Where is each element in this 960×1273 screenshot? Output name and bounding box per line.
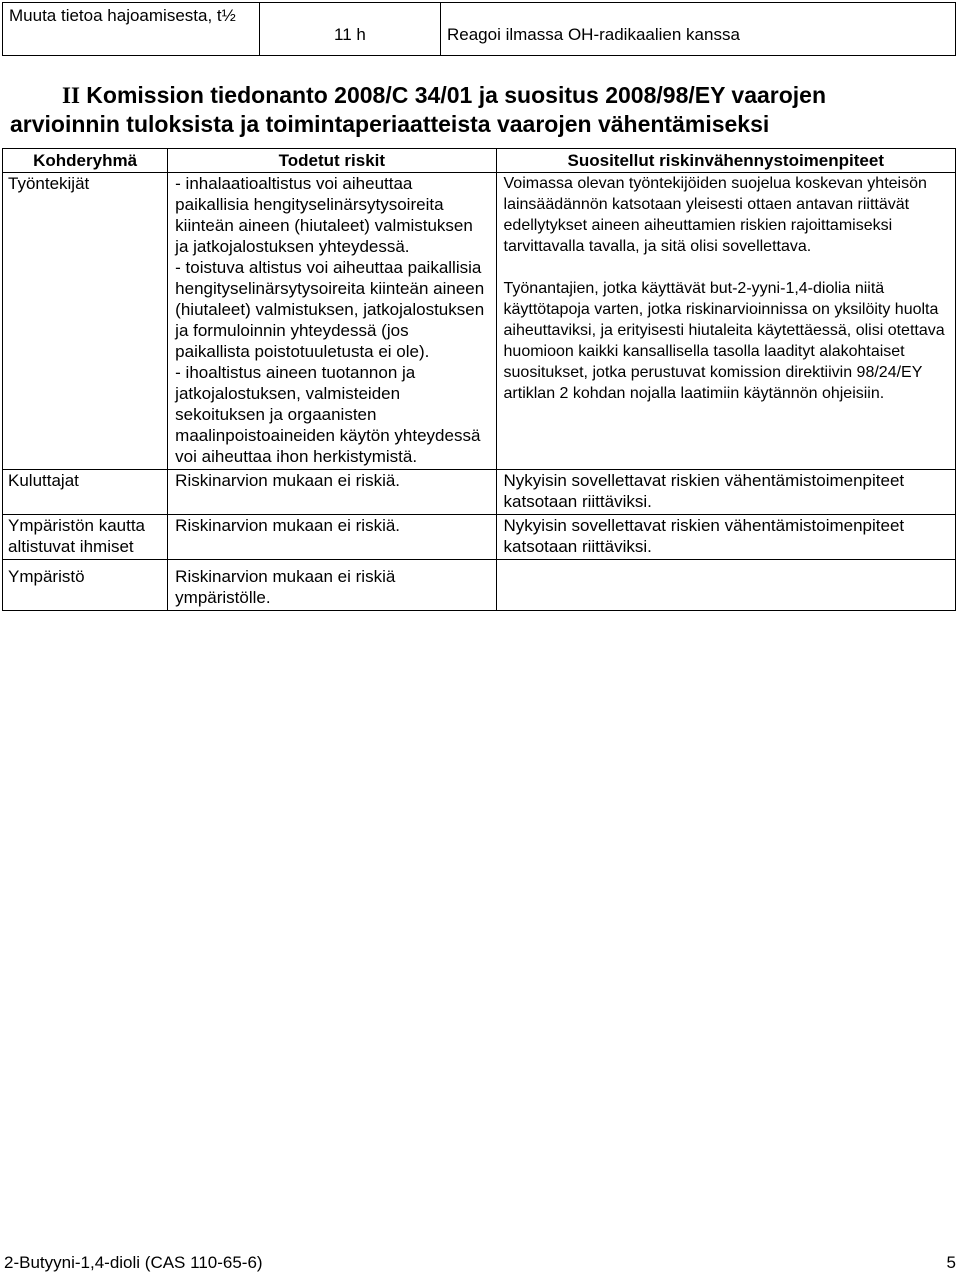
environment-measures bbox=[496, 560, 955, 611]
consumers-risks: Riskinarvion mukaan ei riskiä. bbox=[168, 470, 496, 515]
footer-substance: 2-Butyyni-1,4-dioli (CAS 110-65-6) bbox=[4, 1253, 263, 1272]
exposed-group: Ympäristön kautta altistuvat ihmiset bbox=[3, 515, 168, 560]
header-decomposition-cell bbox=[3, 3, 260, 56]
workers-risk-2: - toistuva altistus voi aiheuttaa paikallisia hengityselinärsytysoireita kiinteän aineen (hiutaleet) valmistuksen, jatkojalostuksen ja formuloinnin yhteydessä (jos paikallista poistotuuletusta ei ole). bbox=[175, 258, 485, 361]
title-line-1: Komission tiedonanto 2008/C 34/01 ja suositus 2008/98/EY vaarojen bbox=[86, 82, 827, 108]
workers-measure-1: Voimassa olevan työntekijöiden suojelua koskevan yhteisön lainsäädännön katsotaan yleisesti ottaen antavan riittävät edellytykset aineen aiheuttamien riskien rajoittamiseksi tarvittavalla tavalla, ja sitä olisi sovellettava. bbox=[503, 175, 927, 255]
workers-risk-1: - inhalaatioaltistus voi aiheuttaa paikallisia hengityselinärsytysoireita kiinteän aineen (hiutaleet) valmistuksen ja jatkojalostuksen yhteydessä. bbox=[175, 174, 473, 256]
page-number: 5 bbox=[946, 1253, 956, 1272]
table-row-exposed bbox=[3, 515, 956, 560]
workers-risk-3: - ihoaltistus aineen tuotannon ja jatkojalostuksen, valmisteiden sekoituksen ja orgaanisten maalinpoistoaineiden käytön yhteydessä voi aiheuttaa ihon herkistymistä. bbox=[175, 363, 481, 466]
consumers-group: Kuluttajat bbox=[3, 470, 168, 515]
exposed-measures: Nykyisin sovellettavat riskien vähentämistoimenpiteet katsotaan riittäviksi. bbox=[496, 515, 955, 560]
consumers-measures: Nykyisin sovellettavat riskien vähentämistoimenpiteet katsotaan riittäviksi. bbox=[496, 470, 955, 515]
risk-table bbox=[2, 148, 956, 611]
environment-group: Ympäristö bbox=[3, 560, 168, 611]
workers-group: Työntekijät bbox=[3, 173, 168, 470]
environment-risks: Riskinarvion mukaan ei riskiä ympäristölle. bbox=[168, 560, 496, 611]
column-header-target-group: Kohderyhmä bbox=[3, 149, 168, 173]
header-reaction-cell bbox=[441, 3, 956, 56]
header-halflife-cell bbox=[260, 3, 441, 56]
column-header-measures: Suositellut riskinvähennystoimenpiteet bbox=[496, 149, 955, 173]
document-title bbox=[10, 81, 940, 139]
table-row-environment bbox=[3, 560, 956, 611]
exposed-risks: Riskinarvion mukaan ei riskiä. bbox=[168, 515, 496, 560]
header-reaction-text: Reagoi ilmassa OH-radikaalien kanssa bbox=[447, 25, 740, 44]
header-table bbox=[2, 2, 956, 56]
table-row-workers bbox=[3, 173, 956, 470]
table-header-row bbox=[3, 149, 956, 173]
table-row-consumers bbox=[3, 470, 956, 515]
header-decomposition-label: Muuta tietoa hajoamisesta, t½ bbox=[9, 6, 236, 25]
workers-risks bbox=[168, 173, 496, 470]
title-line-2: arvioinnin tuloksista ja toimintaperiaatteista vaarojen vähentämiseksi bbox=[10, 111, 770, 137]
title-section-number: II bbox=[62, 83, 80, 108]
header-halflife-value: 11 h bbox=[334, 25, 366, 44]
workers-measure-2: Työnantajien, jotka käyttävät but-2-yyni-1,4-diolia niitä käyttötapoja varten, jotka riskinarvioinnissa on yksilöity huolta aiheuttaviksi, ja erityisesti hiutaleita käytettäessä, olisi otettava huomioon kaikki kansallisella tasolla laadityt alakohtaiset suositukset, jotka perustuvat komission direktiivin 98/24/EY artiklan 2 kohdan nojalla laatimiin käytännön ohjeisiin. bbox=[503, 280, 945, 402]
column-header-risks: Todetut riskit bbox=[168, 149, 496, 173]
workers-measures bbox=[496, 173, 955, 470]
